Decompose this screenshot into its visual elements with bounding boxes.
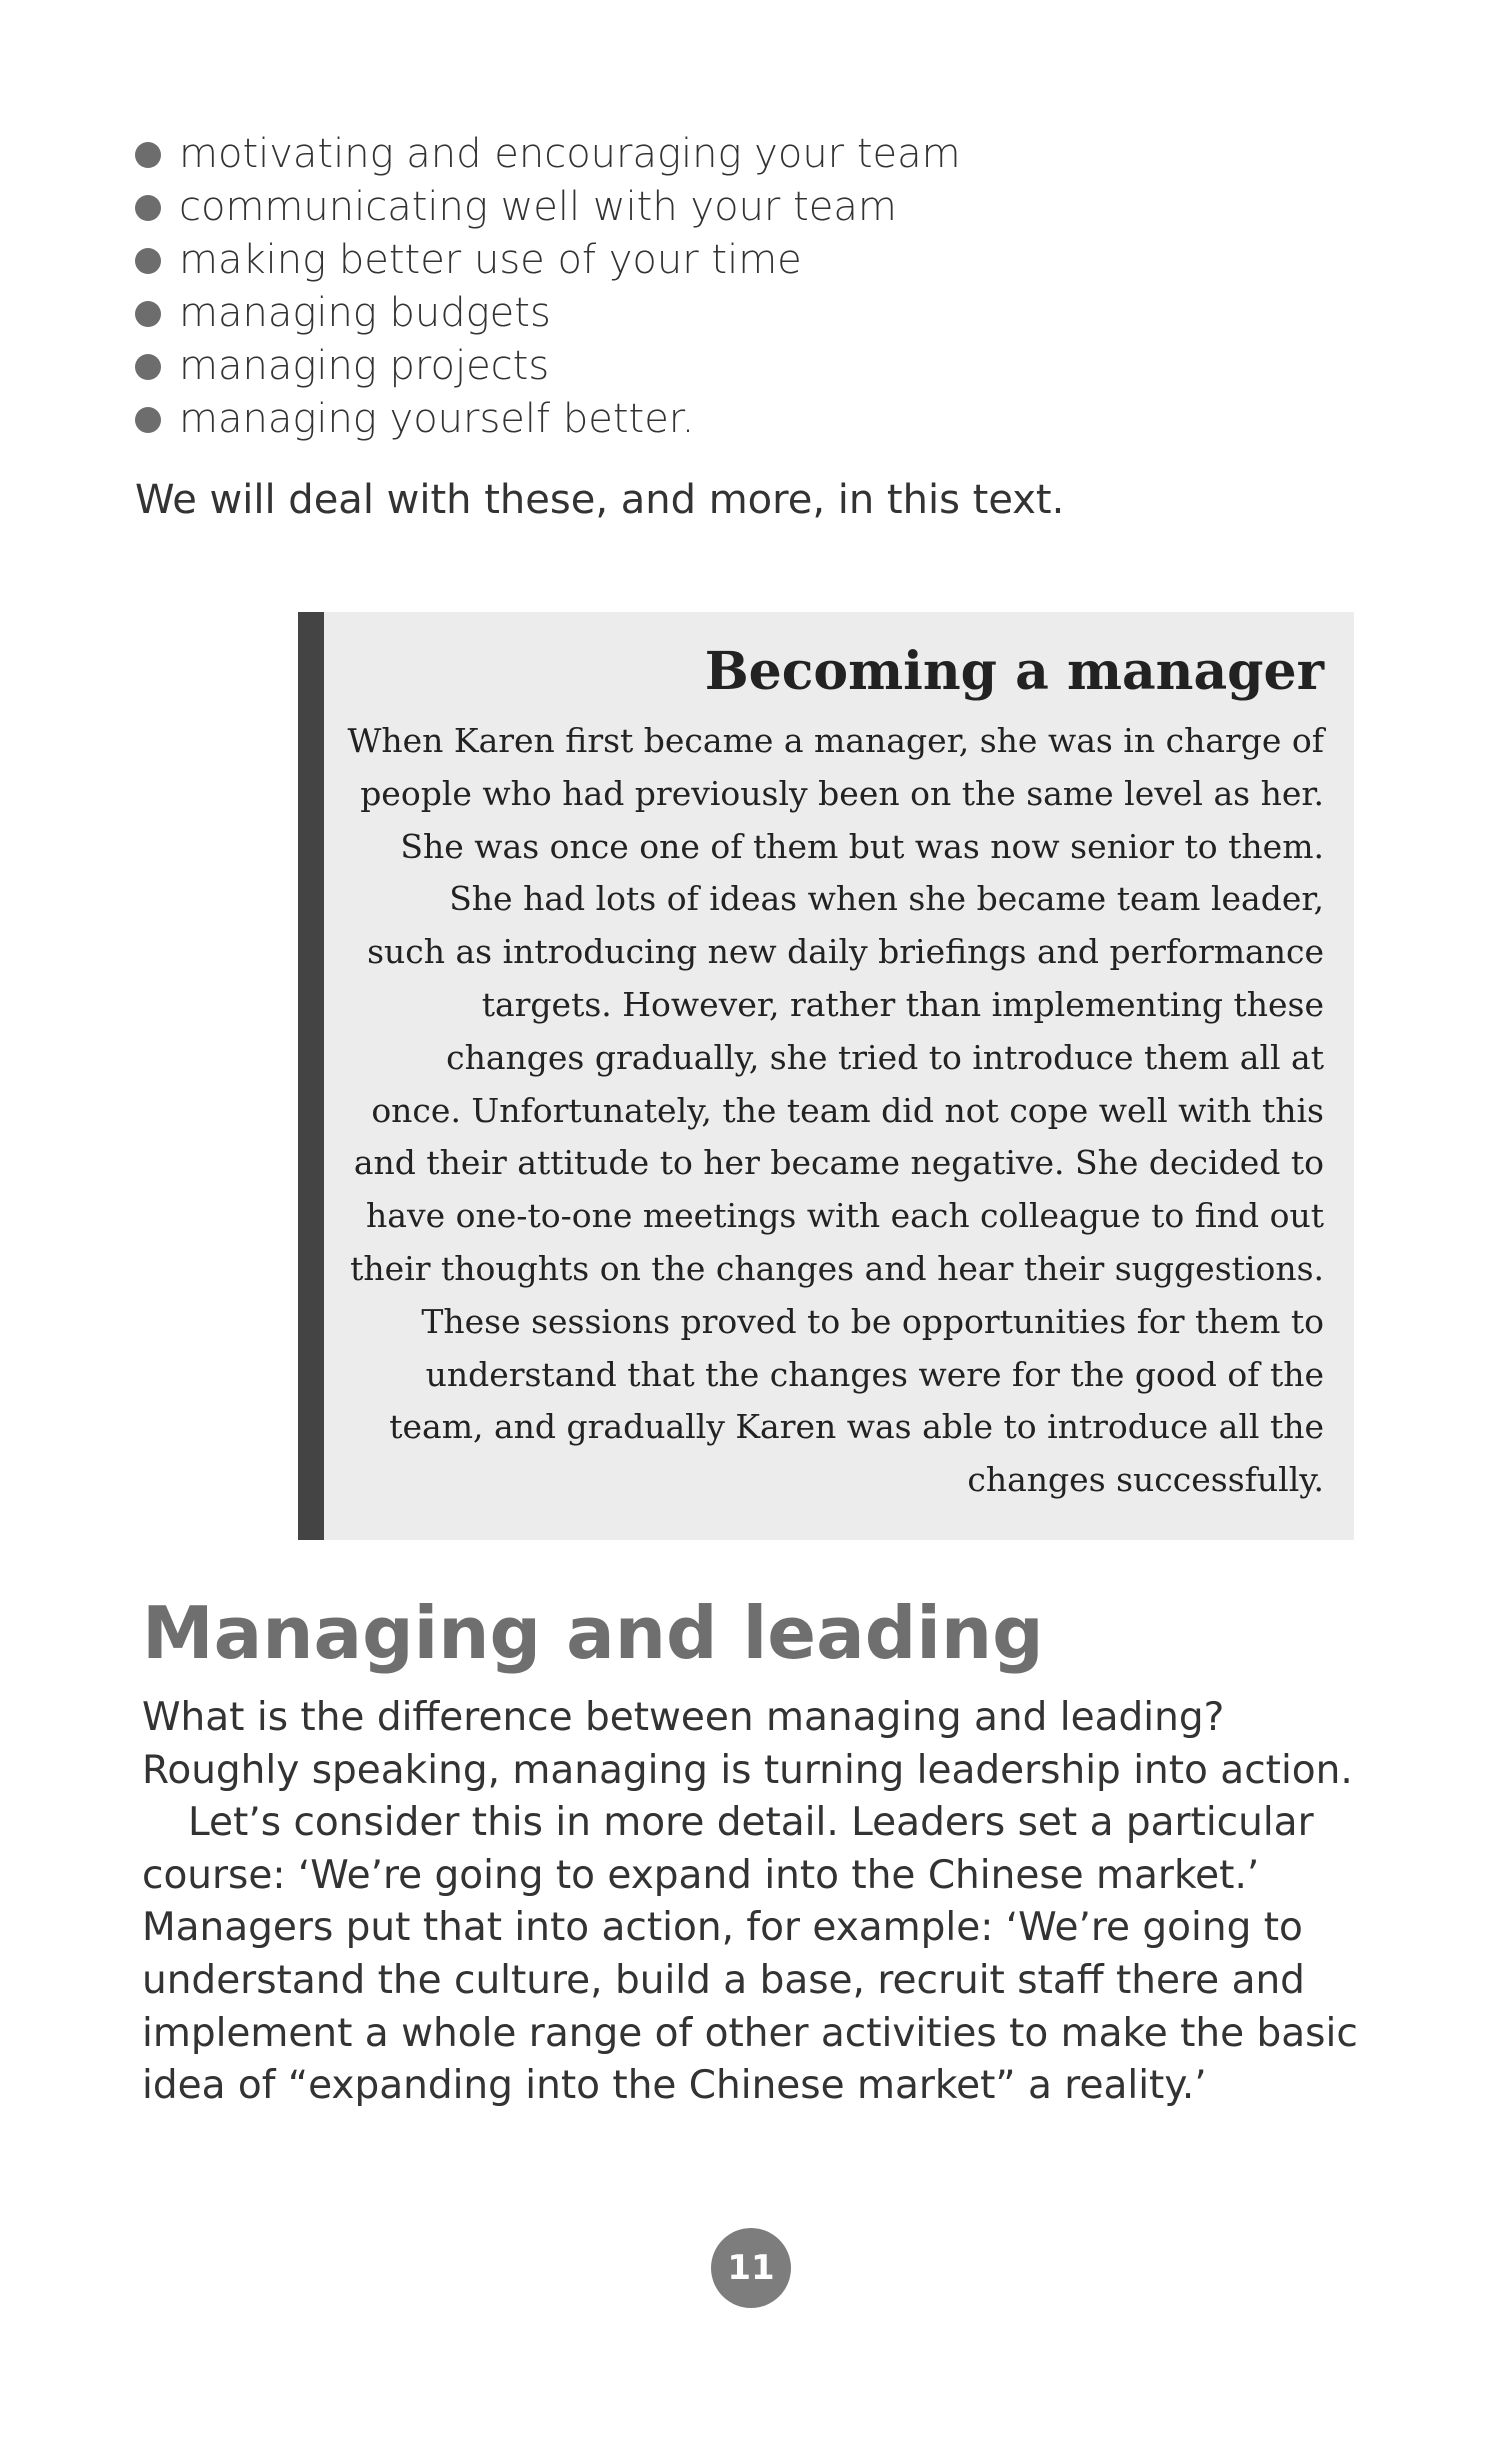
bullet-icon [135, 248, 161, 274]
body-line: Roughly speaking, managing is turning leadership into action. [142, 1747, 1353, 1793]
case-study-line: team, and gradually Karen was able to introduce all the [389, 1407, 1324, 1447]
body-line: Let’s consider this in more detail. Leaders set a particular [188, 1800, 1314, 1846]
case-study-line: their thoughts on the changes and hear their suggestions. [350, 1248, 1324, 1288]
case-study-line: She had lots of ideas when she became team leader, [449, 879, 1324, 919]
case-study-line: and their attitude to her became negative. She decided to [353, 1143, 1324, 1183]
case-study-line: She was once one of them but was now senior to them. [400, 826, 1324, 866]
case-study-line: have one-to-one meetings with each colleague to find out [366, 1196, 1324, 1236]
case-study-line: When Karen first became a manager, she was in charge of [347, 721, 1324, 760]
case-study-accent-bar [298, 612, 324, 1540]
bullet-icon [135, 142, 161, 168]
list-item [135, 181, 1235, 234]
list-item [135, 128, 1235, 181]
case-study-line: people who had previously been on the same level as her. [360, 773, 1324, 813]
body-line: implement a whole range of other activities to make the basic [142, 2010, 1358, 2056]
list-item-text: managing yourself better. [179, 396, 695, 442]
list-item [135, 340, 1235, 393]
page-number-badge: 11 [711, 2228, 791, 2308]
case-study-line: changes successfully. [967, 1460, 1324, 1500]
case-study-line: once. Unfortunately, the team did not cope well with this [371, 1090, 1324, 1130]
bullet-icon [135, 354, 161, 380]
list-item-text: managing budgets [179, 290, 551, 336]
list-item [135, 393, 1235, 446]
bullet-icon [135, 301, 161, 327]
case-study-text [344, 715, 1324, 1507]
body-line: Managers put that into action, for example: ‘We’re going to [142, 1905, 1303, 1951]
list-item [135, 234, 1235, 287]
intro-closing-text: We will deal with these, and more, in this text. [135, 477, 1065, 523]
body-line: understand the culture, build a base, recruit staff there and [142, 1957, 1305, 2003]
bullet-icon [135, 407, 161, 433]
case-study-line: These sessions proved to be opportunities for them to [421, 1301, 1324, 1341]
list-item-text: communicating well with your team [179, 184, 897, 230]
bullet-icon [135, 195, 161, 221]
list-item-text: making better use of your time [179, 237, 802, 283]
body-line: What is the difference between managing and leading? [142, 1695, 1225, 1740]
section-body-text [142, 1692, 1382, 2113]
list-item-text: motivating and encouraging your team [179, 131, 961, 177]
case-study-line: understand that the changes were for the good of the [425, 1354, 1324, 1394]
case-study-line: such as introducing new daily briefings and performance [367, 932, 1324, 972]
body-line: course: ‘We’re going to expand into the Chinese market.’ [142, 1852, 1260, 1898]
section-heading: Managing and leading [142, 1591, 1044, 1675]
case-study-title: Becoming a manager [704, 641, 1324, 702]
bullet-list [135, 128, 1235, 446]
body-line: idea of “expanding into the Chinese market” a reality.’ [142, 2063, 1207, 2109]
case-study-box [298, 612, 1354, 1540]
list-item-text: managing projects [179, 343, 550, 389]
list-item [135, 287, 1235, 340]
case-study-line: targets. However, rather than implementing these [481, 984, 1324, 1024]
case-study-line: changes gradually, she tried to introduce them all at [446, 1037, 1324, 1077]
